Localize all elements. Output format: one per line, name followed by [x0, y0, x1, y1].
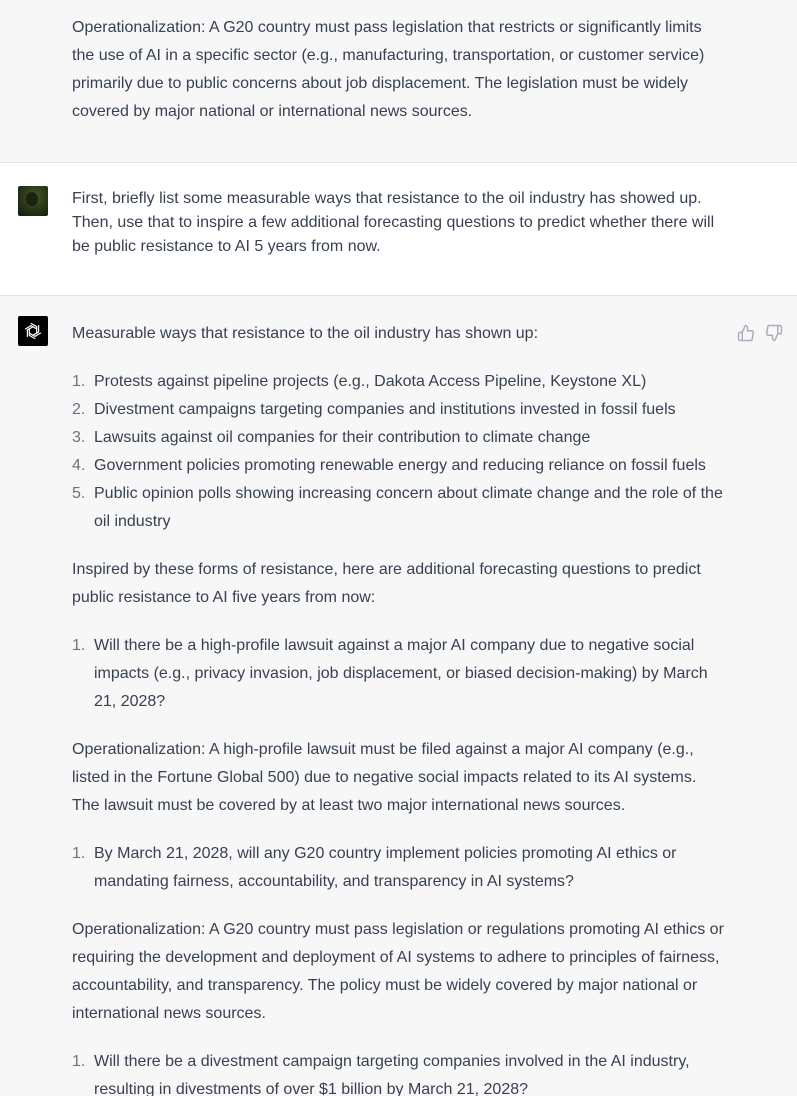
thumbs-down-icon[interactable]: [765, 324, 783, 342]
user-avatar: [18, 186, 48, 216]
resistance-list: [72, 368, 727, 536]
operationalization-2: Operationalization: A G20 country must pass legislation or regulations promoting AI ethics or requiring the development and deployment of AI systems to adhere to principles of fairness, accountability, and transparency. The policy must be widely covered by major national or international news sources.: [72, 921, 724, 1022]
list-item: 3. Lawsuits against oil companies for their contribution to climate change: [72, 429, 591, 446]
operationalization-1: Operationalization: A high-profile lawsuit must be filed against a major AI company (e.g., listed in the Fortune Global 500) due to negative social impacts related to its AI systems. The lawsuit must be covered by at least two major international news sources.: [72, 741, 697, 814]
list-item: 1. By March 21, 2028, will any G20 country implement policies promoting AI ethics or mandating fairness, accountability, and transparency in AI systems?: [72, 845, 677, 890]
list-item: 1. Will there be a high-profile lawsuit against a major AI company due to negative social impacts (e.g., privacy invasion, job displacement, or biased decision-making) by March 21, 2028?: [72, 637, 708, 710]
thumbs-up-icon[interactable]: [737, 324, 755, 342]
forecast-intro: Inspired by these forms of resistance, here are additional forecasting questions to predict public resistance to AI five years from now:: [72, 561, 701, 606]
openai-logo-icon: [18, 316, 48, 346]
user-message: [0, 163, 797, 296]
assistant-message: [0, 296, 797, 1096]
list-item: 4. Government policies promoting renewable energy and reducing reliance on fossil fuels: [72, 457, 706, 474]
feedback-buttons: [737, 324, 783, 342]
previous-message-text: Operationalization: A G20 country must pass legislation that restricts or significantly limits the use of AI in a specific sector (e.g., manufacturing, transportation, or customer service) primarily due to public concerns about job displacement. The legislation must be widely covered by major national or international news sources.: [72, 19, 705, 120]
user-message-text[interactable]: First, briefly list some measurable ways that resistance to the oil industry has showed up. Then, use that to inspire a few additional forecasting questions to predict whether there will be public resistance to AI 5 years from now.: [72, 190, 715, 255]
previous-assistant-message: [0, 0, 797, 163]
assistant-message-content: [72, 320, 727, 1096]
forecast-question-1: [72, 632, 727, 716]
forecast-question-2: [72, 840, 727, 896]
resistance-intro: Measurable ways that resistance to the oil industry has shown up:: [72, 325, 539, 342]
list-item: 5. Public opinion polls showing increasing concern about climate change and the role of the oil industry: [72, 485, 723, 530]
list-item: 2. Divestment campaigns targeting companies and institutions invested in fossil fuels: [72, 401, 676, 418]
list-item: 1. Will there be a divestment campaign targeting companies involved in the AI industry, resulting in divestments of over $1 billion by March 21, 2028?: [72, 1053, 690, 1096]
list-item: 1. Protests against pipeline projects (e.g., Dakota Access Pipeline, Keystone XL): [72, 373, 647, 390]
forecast-question-3: [72, 1048, 727, 1096]
